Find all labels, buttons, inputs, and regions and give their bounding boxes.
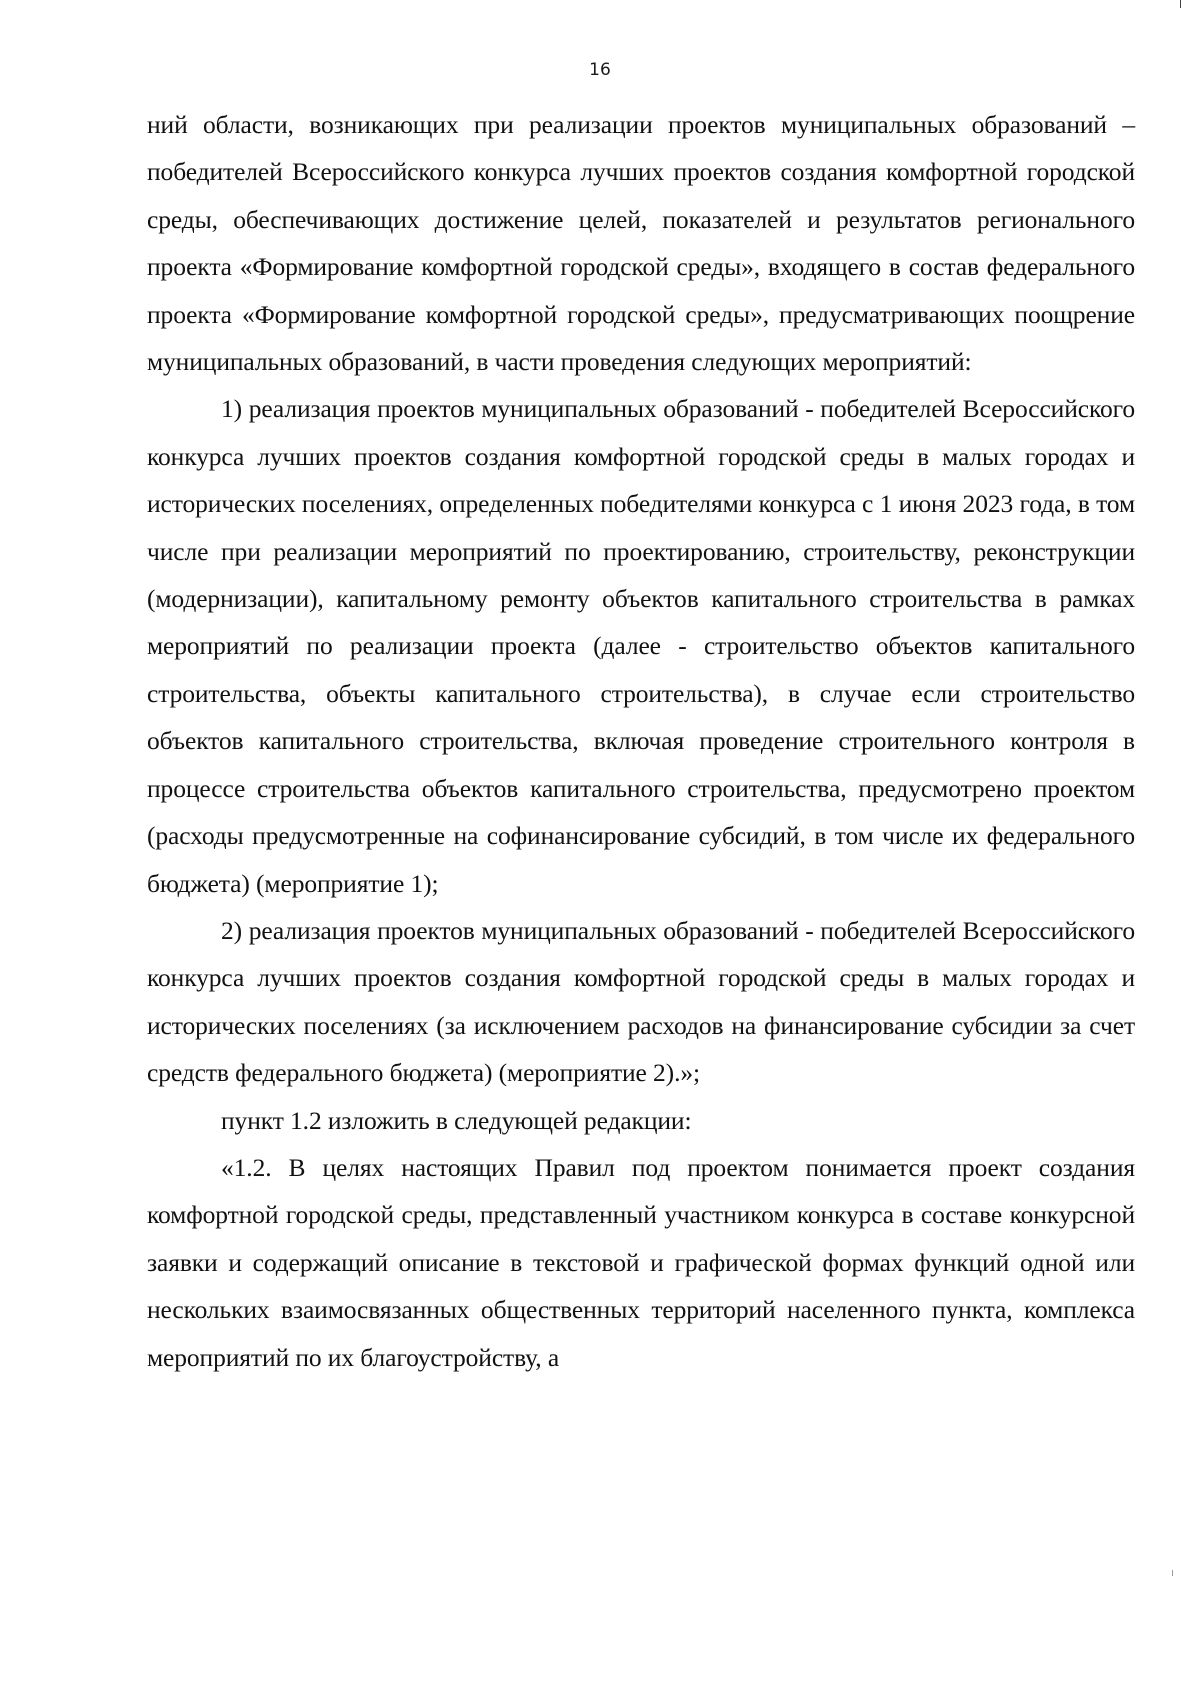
paragraph-item-2: 2) реализация проектов муниципальных образований - победителей Всероссийского конкурса лучших проектов создания комфортной городской среды в малых городах и исторических поселениях (за исключением расходов на финансирование субсидии за счет средств федерального бюджета) (мероприятие 2).»;	[147, 915, 1135, 1088]
paragraph-item-1: 1) реализация проектов муниципальных образований - победителей Всероссийского конкурса лучших проектов создания комфортной городской среды в малых городах и исторических поселениях, определенных победителями конкурса с 1 июня 2023 года, в том числе при реализации мероприятий по проектированию, строительству, реконструкции (модернизации), капитальному ремонту объектов капитального строительства в рамках мероприятий по реализации проекта (далее - строительство объектов капитального строительства, объекты капитального строительства), в случае если строительство объектов капитального строительства, включая проведение строительного контроля в процессе строительства объектов капитального строительства, предусмотрено проектом (расходы предусмотренные на софинансирование субсидий, в том числе их федерального бюджета) (мероприятие 1);	[147, 394, 1135, 898]
paragraph-clause-1-2-intro: пункт 1.2 изложить в следующей редакции:	[221, 1105, 692, 1135]
scan-artifact-right-edge	[1172, 1570, 1173, 1576]
paragraph-clause-1-2: «1.2. В целях настоящих Правил под проектом понимается проект создания комфортной городской среды, представленный участником конкурса в составе конкурсной заявки и содержащий описание в текстовой и графической формах функций одной или нескольких взаимосвязанных общественных территорий населенного пункта, комплекса мероприятий по их благоустройству, а	[147, 1152, 1135, 1372]
scan-artifact-top-right	[1180, 0, 1181, 8]
paragraph-continuation: ний области, возникающих при реализации проектов муниципальных образований – победителей Всероссийского конкурса лучших проектов создания комфортной городской среды, обеспечивающих достижение целей, показателей и результатов регионального проекта «Формирование комфортной городской среды», входящего в состав федерального проекта «Формирование комфортной городской среды», предусматривающих поощрение муниципальных образований, в части проведения следующих мероприятий:	[147, 110, 1135, 377]
document-body	[147, 101, 1135, 1381]
page-number: 16	[589, 60, 611, 80]
